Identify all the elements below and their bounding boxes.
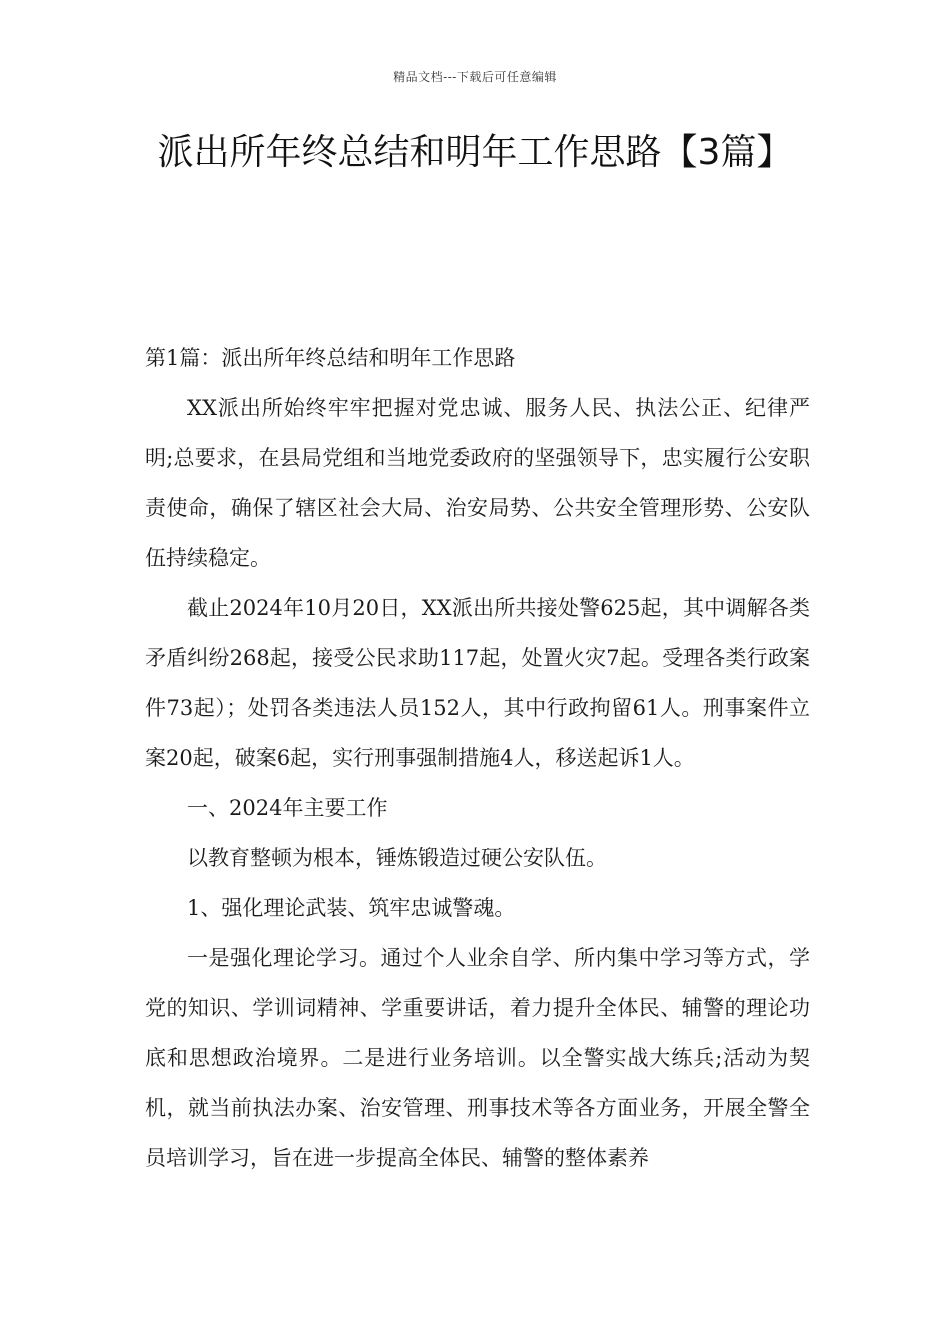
section-heading: 第1篇：派出所年终总结和明年工作思路 bbox=[145, 346, 516, 370]
paragraph-theory-study: 一是强化理论学习。通过个人业余自学、所内集中学习等方式，学党的知识、学训词精神、学重要讲话，着力提升全体民、辅警的理论功底和思想政治境界。二是进行业务培训。以全警实战大练兵;活动为契机，就当前执法办案、治安管理、刑事技术等各方面业务，开展全警全员培训学习，旨在进一步提高全体民、辅警的整体素养 bbox=[145, 946, 810, 1170]
document-title: 派出所年终总结和明年工作思路【3篇】 bbox=[157, 132, 793, 173]
paragraph-intro: XX派出所始终牢牢把握对党忠诚、服务人民、执法公正、纪律严明;总要求，在县局党组和当地党委政府的坚强领导下，忠实履行公安职责使命，确保了辖区社会大局、治安局势、公共安全管理形势、公安队伍持续稳定。 bbox=[145, 396, 810, 570]
document-body bbox=[145, 333, 810, 1183]
header-note: 精品文档---下载后可任意编辑 bbox=[393, 70, 557, 84]
paragraph-education: 以教育整顿为根本，锤炼锻造过硬公安队伍。 bbox=[187, 846, 607, 870]
subheading-main-work: 一、2024年主要工作 bbox=[187, 796, 388, 820]
paragraph-statistics: 截止2024年10月20日，XX派出所共接处警625起，其中调解各类矛盾纠纷268起，接受公民求助117起，处置火灾7起。受理各类行政案件73起）；处罚各类违法人员152人，其中行政拘留61人。刑事案件立案20起，破案6起，实行刑事强制措施4人，移送起诉1人。 bbox=[145, 596, 810, 770]
subheading-theory: 1、强化理论武装、筑牢忠诚警魂。 bbox=[187, 896, 516, 920]
